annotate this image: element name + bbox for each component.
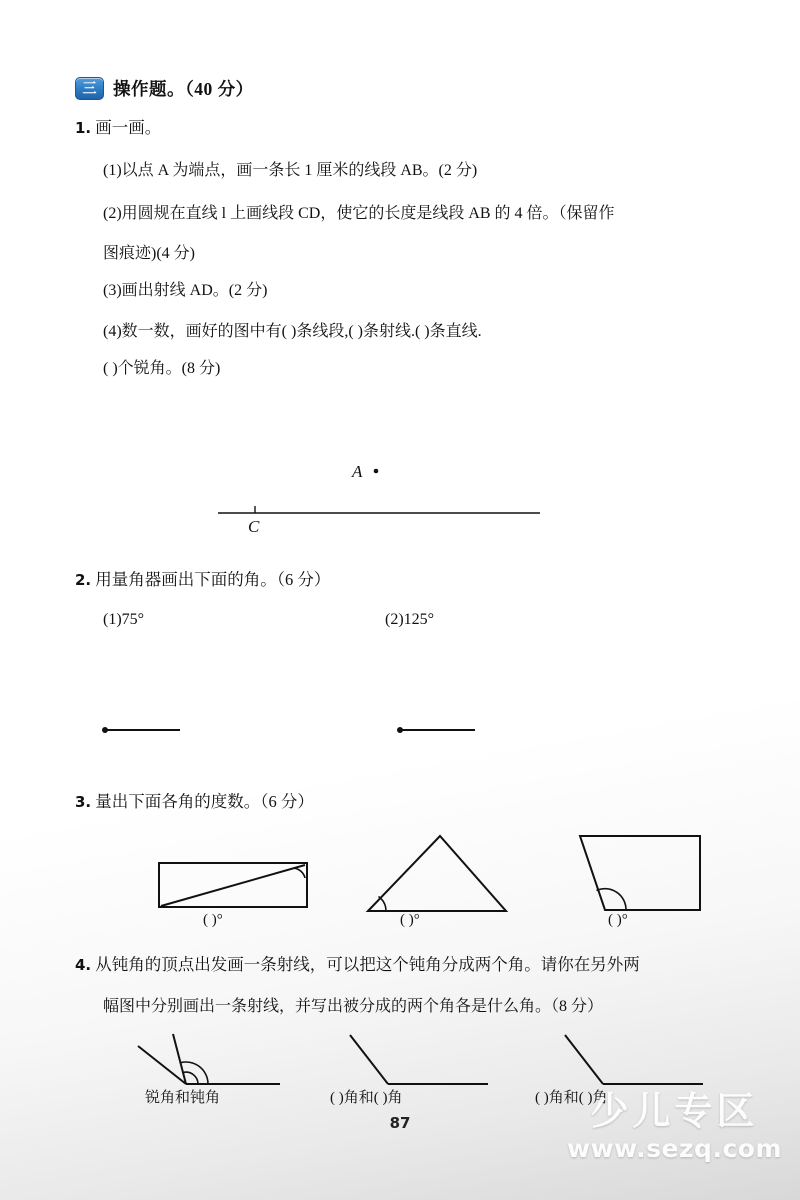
fig3-slant-ray [565,1035,603,1084]
ray-with-endpoint-2 [380,715,510,745]
angle-arc-1 [295,868,306,878]
question-4-answer-3: ( )角和( )角 [535,1090,608,1106]
question-4-figure-3 [545,1032,715,1090]
question-1-part-1: (1)以点 A 为端点，画一条长 1 厘米的线段 AB。(2 分) [103,162,478,179]
question-1-part-4-cont: ( )个锐角。(8 分) [103,360,221,377]
label-a: A [352,462,363,481]
shape-1-caption: ( )° [203,912,223,928]
question-4-text-1: 从钝角的顶点出发画一条射线，可以把这个钝角分成两个角。请你在另外两 [95,955,640,974]
section-title: 操作题。（40 分） [113,79,254,99]
question-2-stem [75,567,330,593]
rectangle-diagonal [161,865,305,906]
section-number-badge: 三 [75,77,104,100]
divided-obtuse-angle-svg [128,1032,288,1090]
fig2-slant-ray [350,1035,388,1084]
question-2-part-2: (2)125° [385,611,435,628]
question-1-figure [200,440,600,550]
trapezoid-outline [580,836,700,910]
obtuse-angle-blank-2-svg [545,1032,715,1090]
watermark-brand: 少儿专区 [590,1089,759,1133]
question-3-stem [75,789,314,815]
question-2-text: 用量角器画出下面的角。（6 分） [95,570,331,589]
triangle-svg [365,832,511,916]
question-2-part-1: (1)75° [103,611,145,628]
shape-rectangle-with-diagonal [158,862,310,916]
question-4-answer-1: 锐角和钝角 [145,1090,221,1106]
question-2-ray-1 [80,715,210,745]
page-number: 87 [389,1114,411,1132]
question-4-figure-1 [128,1032,288,1090]
shape-2-caption: ( )° [400,912,420,928]
question-4-figure-2 [340,1032,500,1090]
question-1-part-2: (2)用圆规在直线 l 上画线段 CD，使它的长度是线段 AB 的 4 倍。（保留作 [103,205,615,222]
trapezoid-svg [560,832,720,916]
section-heading [75,76,254,101]
shape-triangle [365,832,511,916]
shape-3-caption: ( )° [608,912,628,928]
question-1-text: 画一画。 [95,118,162,137]
question-4-stem-line-1 [75,952,640,978]
question-2-number: 2. [75,571,92,589]
label-c: C [248,517,260,536]
rectangle-diagonal-svg [158,862,310,916]
shape-trapezoid [560,832,720,916]
question-1-part-2-cont: 图痕迹)(4 分) [103,245,195,262]
question-1-part-3: (3)画出射线 AD。(2 分) [103,282,268,299]
point-a-line-c-diagram [200,440,600,550]
question-3-number: 3. [75,793,92,811]
triangle-outline [368,836,506,911]
question-4-stem-line-2: 幅图中分别画出一条射线，并写出被分成的两个角各是什么角。（8 分） [103,998,604,1015]
question-1-number: 1. [75,119,92,137]
watermark-url: www.sezq.com [566,1134,782,1163]
ray-with-endpoint-1 [80,715,210,745]
fig1-obtuse-ray [138,1046,186,1084]
point-a-dot [374,469,379,474]
question-1-part-4: (4)数一数，画好的图中有( )条线段,( )条射线.( )条直线. [103,323,482,340]
question-1-stem [75,115,161,141]
question-2-ray-2 [380,715,510,745]
obtuse-angle-blank-1-svg [340,1032,500,1090]
question-4-answer-2: ( )角和( )角 [330,1090,403,1106]
question-3-text: 量出下面各角的度数。（6 分） [95,792,314,811]
question-4-number: 4. [75,956,92,974]
